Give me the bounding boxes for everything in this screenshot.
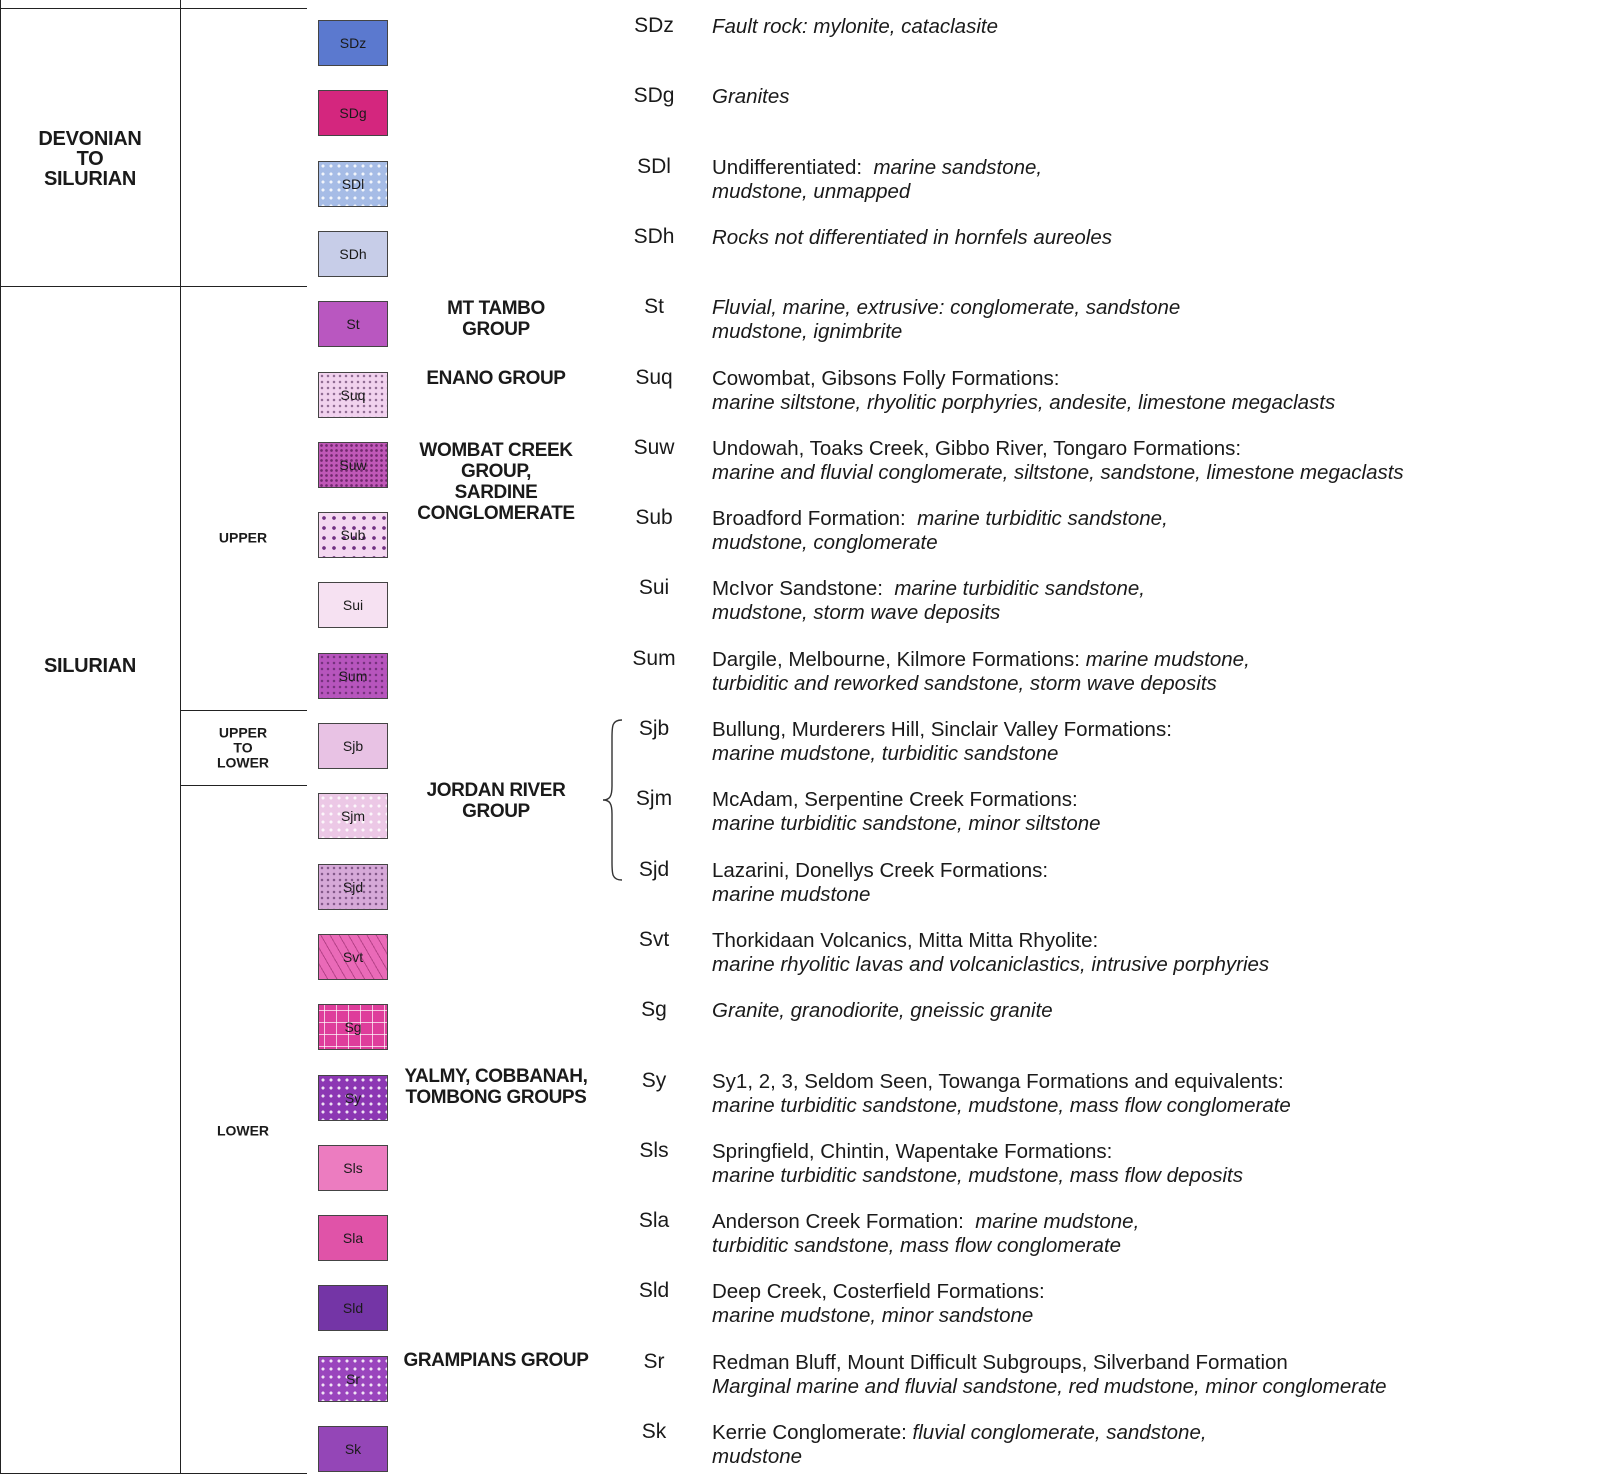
- period-devonian-to-silurian: DEVONIAN TO SILURIAN: [38, 128, 142, 190]
- description-line: [712, 1280, 1592, 1304]
- unit-code-svt: Svt: [638, 928, 670, 951]
- unit-swatch-sui: [318, 582, 388, 628]
- formation-text: Sy1, 2, 3, Seldom Seen, Towanga Formations and equivalents:: [712, 1070, 1284, 1093]
- unit-code-sld: Sld: [638, 1279, 670, 1302]
- unit-swatch-suw: [318, 442, 388, 488]
- lithology-text: turbiditic and reworked sandstone, storm wave deposits: [712, 672, 1217, 695]
- description-line: [712, 461, 1592, 485]
- epoch-upper: UPPER: [218, 529, 268, 546]
- unit-code-sr: Sr: [643, 1350, 665, 1373]
- lithology-text: marine mudstone,: [975, 1210, 1140, 1233]
- unit-swatch-sub: [318, 512, 388, 558]
- unit-swatch-sld: [318, 1285, 388, 1331]
- unit-code-sjd: Sjd: [638, 858, 670, 881]
- row-top-rule: [0, 8, 307, 9]
- lithology-text: marine turbiditic sandstone, mudstone, mass flow conglomerate: [712, 1094, 1291, 1117]
- formation-text: Springfield, Chintin, Wapentake Formations:: [712, 1140, 1113, 1163]
- unit-code-sum: Sum: [632, 647, 676, 670]
- unit-description-sld: [712, 1280, 1592, 1328]
- description-line: [712, 1375, 1592, 1399]
- description-line: [712, 1164, 1592, 1188]
- lithology-text: Granite, granodiorite, gneissic granite: [712, 999, 1053, 1022]
- lithology-text: marine siltstone, rhyolitic porphyries, andesite, limestone megaclasts: [712, 391, 1336, 414]
- unit-swatch-label: Sy: [344, 1090, 362, 1106]
- description-line: [712, 718, 1592, 742]
- lithology-text: marine turbiditic sandstone, mudstone, mass flow deposits: [712, 1164, 1243, 1187]
- unit-code-sjb: Sjb: [638, 717, 670, 740]
- unit-swatch-label: Sld: [342, 1300, 364, 1316]
- unit-swatch-label: Sr: [346, 1371, 360, 1387]
- unit-swatch-label: Sls: [343, 1160, 363, 1176]
- unit-description-sls: [712, 1140, 1592, 1188]
- description-line: [712, 953, 1592, 977]
- description-line: [712, 672, 1592, 696]
- lithology-text: Marginal marine and fluvial sandstone, red mudstone, minor conglomerate: [712, 1375, 1387, 1398]
- formation-text: Dargile, Melbourne, Kilmore Formations:: [712, 648, 1086, 671]
- unit-swatch-label: St: [346, 316, 360, 332]
- formation-text: Undifferentiated:: [712, 156, 874, 179]
- lithology-text: marine mudstone, turbiditic sandstone: [712, 742, 1059, 765]
- description-line: [712, 15, 1592, 39]
- unit-description-sk: [712, 1421, 1592, 1469]
- description-line: [712, 742, 1592, 766]
- unit-description-sdz: [712, 15, 1592, 39]
- description-line: [712, 1351, 1592, 1375]
- unit-code-sg: Sg: [641, 998, 667, 1021]
- lithology-text: mudstone, conglomerate: [712, 531, 938, 554]
- unit-code-sk: Sk: [641, 1420, 667, 1443]
- unit-description-sla: [712, 1210, 1592, 1258]
- unit-swatch-sjm: [318, 793, 388, 839]
- unit-swatch-sdh: [318, 231, 388, 277]
- lithology-text: marine turbiditic sandstone,: [917, 507, 1168, 530]
- description-line: [712, 320, 1592, 344]
- lithology-text: mudstone, storm wave deposits: [712, 601, 1001, 624]
- unit-swatch-label: Svt: [342, 949, 364, 965]
- lithology-text: marine rhyolitic lavas and volcaniclastics, intrusive porphyries: [712, 953, 1270, 976]
- description-line: [712, 1094, 1592, 1118]
- lithology-text: marine turbiditic sandstone, minor siltstone: [712, 812, 1101, 835]
- lithology-text: marine mudstone: [712, 883, 871, 906]
- unit-description-svt: [712, 929, 1592, 977]
- lithology-text: mudstone, ignimbrite: [712, 320, 903, 343]
- unit-swatch-label: Sjm: [340, 808, 366, 824]
- unit-code-sy: Sy: [641, 1069, 667, 1092]
- formation-text: McAdam, Serpentine Creek Formations:: [712, 788, 1078, 811]
- unit-description-st: [712, 296, 1592, 344]
- unit-swatch-label: Sui: [342, 597, 364, 613]
- epoch-upper-to-lower: UPPER TO LOWER: [216, 724, 270, 771]
- description-line: [712, 812, 1592, 836]
- unit-description-suw: [712, 437, 1592, 485]
- group-yalmy-cobbanah-tombong: YALMY, COBBANAH, TOMBONG GROUPS: [404, 1066, 588, 1108]
- unit-swatch-sr: [318, 1356, 388, 1402]
- description-line: [712, 1210, 1592, 1234]
- unit-swatch-st: [318, 301, 388, 347]
- description-line: [712, 929, 1592, 953]
- formation-text: Undowah, Toaks Creek, Gibbo River, Tongaro Formations:: [712, 437, 1242, 460]
- lithology-text: Granites: [712, 85, 790, 108]
- lithology-text: marine mudstone, minor sandstone: [712, 1304, 1034, 1327]
- unit-code-sui: Sui: [638, 576, 670, 599]
- unit-swatch-sdl: [318, 161, 388, 207]
- period-silurian: SILURIAN: [43, 655, 137, 677]
- formation-text: Cowombat, Gibsons Folly Formations:: [712, 367, 1060, 390]
- description-line: [712, 531, 1592, 555]
- unit-code-sjm: Sjm: [635, 787, 673, 810]
- formation-text: Anderson Creek Formation:: [712, 1210, 976, 1233]
- unit-swatch-sdz: [318, 20, 388, 66]
- description-line: [712, 85, 1592, 109]
- unit-description-sjb: [712, 718, 1592, 766]
- formation-text: Lazarini, Donellys Creek Formations:: [712, 859, 1049, 882]
- description-line: [712, 296, 1592, 320]
- unit-swatch-svt: [318, 934, 388, 980]
- description-line: [712, 180, 1592, 204]
- group-grampians: GRAMPIANS GROUP: [403, 1350, 589, 1371]
- unit-swatch-label: Sk: [344, 1441, 362, 1457]
- unit-swatch-suq: [318, 372, 388, 418]
- unit-code-sub: Sub: [635, 506, 673, 529]
- unit-description-sum: [712, 648, 1592, 696]
- unit-code-sdg: SDg: [633, 84, 675, 107]
- unit-swatch-sk: [318, 1426, 388, 1472]
- description-line: [712, 648, 1592, 672]
- description-line: [712, 577, 1592, 601]
- group-wombat-creek: WOMBAT CREEK GROUP, SARDINE CONGLOMERATE: [417, 440, 575, 524]
- unit-code-sdh: SDh: [633, 225, 675, 248]
- formation-text: Deep Creek, Costerfield Formations:: [712, 1280, 1045, 1303]
- lithology-text: turbiditic sandstone, mass flow conglomerate: [712, 1234, 1122, 1257]
- description-line: [712, 437, 1592, 461]
- unit-swatch-sum: [318, 653, 388, 699]
- lithology-text: fluvial conglomerate, sandstone,: [912, 1421, 1207, 1444]
- unit-description-sdg: [712, 85, 1592, 109]
- formation-text: McIvor Sandstone:: [712, 577, 895, 600]
- lithology-text: marine mudstone,: [1085, 648, 1250, 671]
- description-line: [712, 999, 1592, 1023]
- description-line: [712, 1445, 1592, 1469]
- unit-swatch-sjd: [318, 864, 388, 910]
- lithology-text: Fault rock: mylonite, cataclasite: [712, 15, 998, 38]
- unit-swatch-label: SDl: [341, 176, 365, 192]
- description-line: [712, 883, 1592, 907]
- epoch-divider-lower: [181, 785, 307, 786]
- period-divider: [0, 286, 307, 287]
- description-line: [712, 1304, 1592, 1328]
- description-line: [712, 391, 1592, 415]
- unit-code-sls: Sls: [639, 1139, 669, 1162]
- description-line: [712, 156, 1592, 180]
- description-line: [712, 367, 1592, 391]
- lithology-text: Rocks not differentiated in hornfels aureoles: [712, 226, 1112, 249]
- unit-swatch-sls: [318, 1145, 388, 1191]
- lithology-text: marine and fluvial conglomerate, siltstone, sandstone, limestone megaclasts: [712, 461, 1404, 484]
- unit-code-suq: Suq: [635, 366, 673, 389]
- unit-swatch-label: SDz: [339, 35, 367, 51]
- unit-swatch-label: Sub: [340, 527, 366, 543]
- description-line: [712, 1234, 1592, 1258]
- description-line: [712, 859, 1592, 883]
- unit-swatch-label: Suw: [339, 457, 367, 473]
- unit-code-sla: Sla: [638, 1209, 670, 1232]
- unit-code-sdl: SDl: [637, 155, 671, 178]
- description-line: [712, 601, 1592, 625]
- lithology-text: mudstone: [712, 1445, 803, 1468]
- unit-swatch-label: Sla: [342, 1230, 364, 1246]
- unit-code-st: St: [644, 295, 664, 318]
- unit-swatch-sg: [318, 1004, 388, 1050]
- unit-description-sr: [712, 1351, 1592, 1399]
- description-line: [712, 1140, 1592, 1164]
- unit-description-sjd: [712, 859, 1592, 907]
- unit-swatch-label: Sum: [338, 668, 368, 684]
- lithology-text: marine sandstone,: [873, 156, 1043, 179]
- formation-text: Broadford Formation:: [712, 507, 918, 530]
- description-line: [712, 1421, 1592, 1445]
- unit-description-sdh: [712, 226, 1592, 250]
- unit-swatch-label: Sjd: [342, 879, 364, 895]
- formation-text: Bullung, Murderers Hill, Sinclair Valley Formations:: [712, 718, 1172, 741]
- unit-swatch-label: SDg: [339, 105, 367, 121]
- epoch-divider-upper: [181, 710, 307, 711]
- unit-swatch-label: Sjb: [342, 738, 364, 754]
- formation-text: Thorkidaan Volcanics, Mitta Mitta Rhyolite:: [712, 929, 1099, 952]
- group-enano: ENANO GROUP: [426, 368, 566, 389]
- unit-description-sy: [712, 1070, 1592, 1118]
- description-line: [712, 226, 1592, 250]
- unit-swatch-sdg: [318, 90, 388, 136]
- description-line: [712, 1070, 1592, 1094]
- description-line: [712, 507, 1592, 531]
- lithology-text: mudstone, unmapped: [712, 180, 911, 203]
- unit-code-suw: Suw: [633, 436, 675, 459]
- unit-swatch-sy: [318, 1075, 388, 1121]
- unit-swatch-label: SDh: [339, 246, 367, 262]
- group-jordan-river: JORDAN RIVER GROUP: [426, 780, 566, 822]
- unit-code-sdz: SDz: [634, 14, 674, 37]
- group-mt-tambo: MT TAMBO GROUP: [447, 298, 545, 340]
- unit-swatch-sla: [318, 1215, 388, 1261]
- unit-description-sdl: [712, 156, 1592, 204]
- unit-description-sjm: [712, 788, 1592, 836]
- unit-description-sub: [712, 507, 1592, 555]
- unit-description-sg: [712, 999, 1592, 1023]
- column-divider-left: [0, 0, 1, 1474]
- unit-description-sui: [712, 577, 1592, 625]
- formation-text: Redman Bluff, Mount Difficult Subgroups, Silverband Formation: [712, 1351, 1288, 1374]
- unit-swatch-label: Sg: [344, 1019, 362, 1035]
- formation-text: Kerrie Conglomerate:: [712, 1421, 913, 1444]
- lithology-text: marine turbiditic sandstone,: [894, 577, 1145, 600]
- unit-swatch-label: Suq: [340, 387, 366, 403]
- lithology-text: Fluvial, marine, extrusive: conglomerate, sandstone: [712, 296, 1181, 319]
- unit-swatch-sjb: [318, 723, 388, 769]
- epoch-lower: LOWER: [216, 1122, 270, 1139]
- description-line: [712, 788, 1592, 812]
- unit-description-suq: [712, 367, 1592, 415]
